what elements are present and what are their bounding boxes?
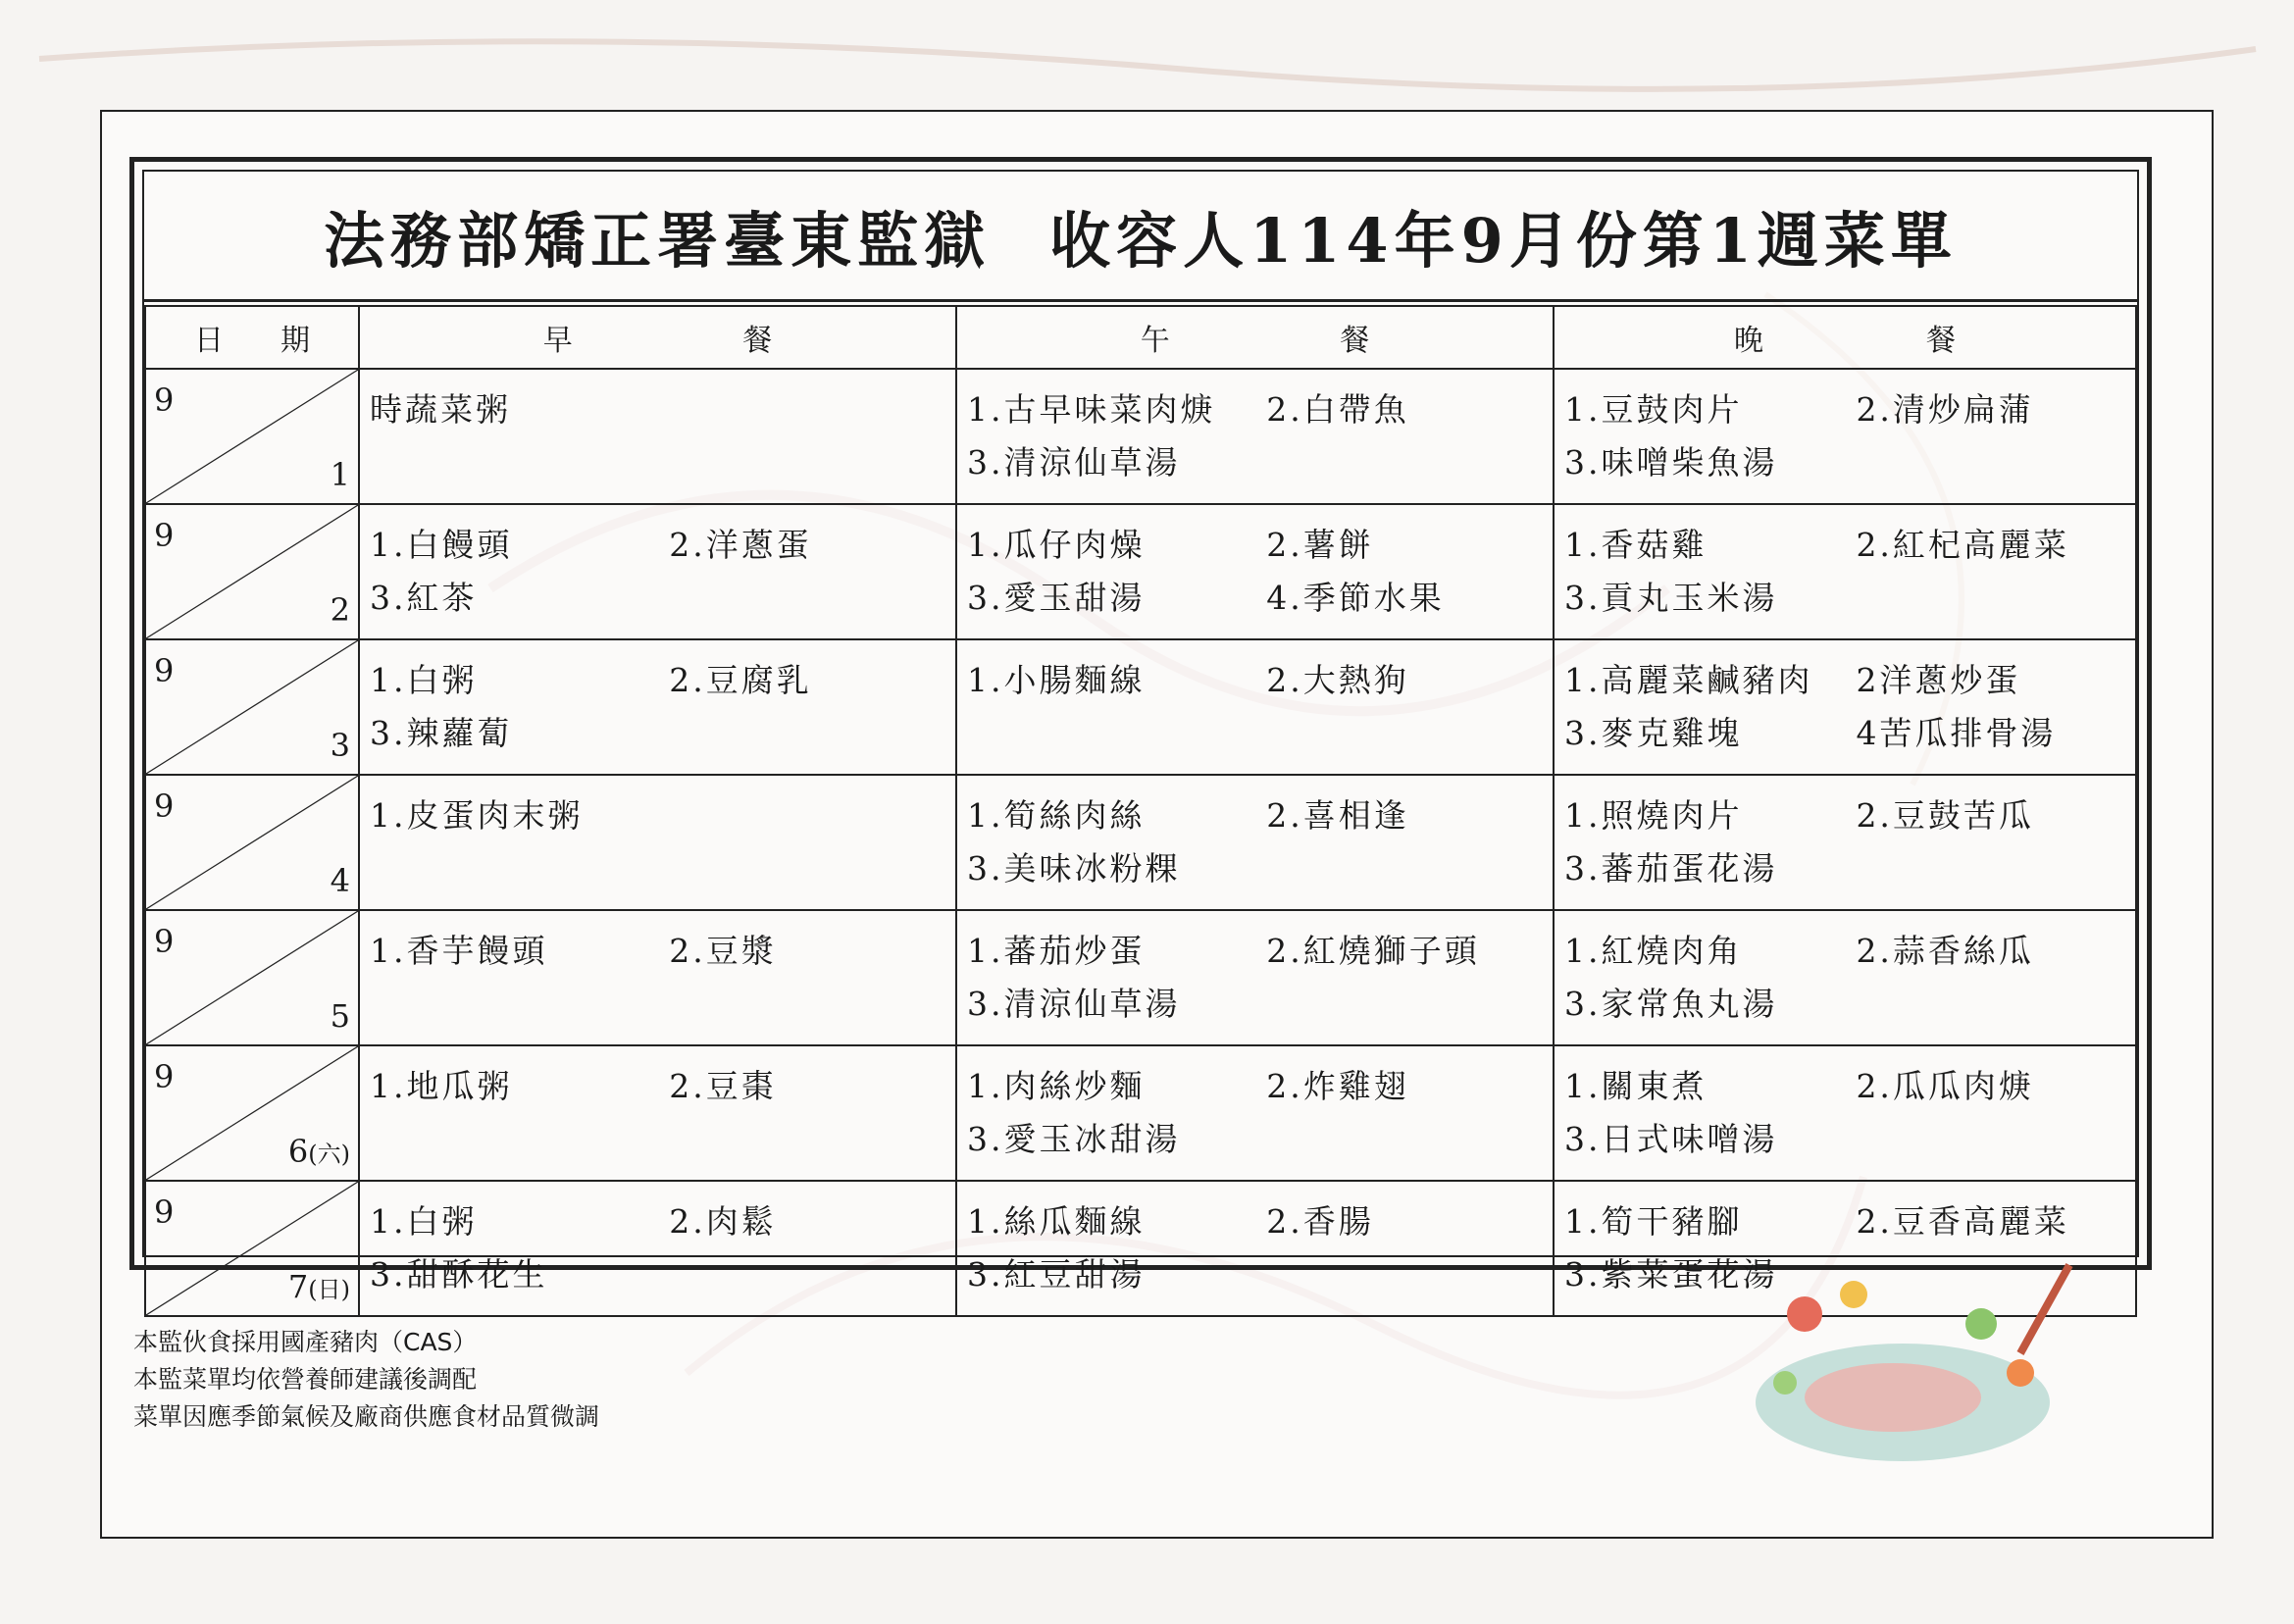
date-month: 9	[154, 923, 175, 960]
lunch-cell	[956, 369, 1554, 504]
menu-item: 3.貢丸玉米湯	[1564, 579, 1778, 617]
menu-table	[144, 305, 2137, 1317]
table-row	[145, 775, 2136, 910]
date-month: 9	[154, 1058, 175, 1095]
menu-item: 1.照燒肉片	[1564, 796, 1743, 835]
header-row	[145, 306, 2136, 369]
date-month: 9	[154, 381, 175, 419]
menu-item: 3.辣蘿蔔	[370, 714, 513, 752]
menu-item: 3.紅豆甜湯	[967, 1255, 1146, 1294]
lunch-cell	[956, 910, 1554, 1045]
menu-item: 2.白帶魚	[1266, 390, 1409, 429]
dinner-cell	[1554, 910, 2136, 1045]
menu-item: 2洋蔥炒蛋	[1856, 661, 2021, 699]
breakfast-cell	[359, 369, 956, 504]
menu-item: 3.清涼仙草湯	[967, 443, 1181, 482]
menu-item: 1.關東煮	[1564, 1067, 1708, 1105]
dinner-cell	[1554, 1045, 2136, 1181]
table-row	[145, 910, 2136, 1045]
menu-item: 4苦瓜排骨湯	[1856, 714, 2057, 752]
menu-item: 2.蒜香絲瓜	[1856, 932, 2034, 970]
menu-item: 2.豆鼓苦瓜	[1856, 796, 2034, 835]
menu-item: 1.絲瓜麵線	[967, 1202, 1146, 1241]
date-day: 4	[330, 862, 350, 899]
date-weekday: (日)	[308, 1276, 350, 1303]
date-cell	[145, 504, 359, 639]
diagonal-divider	[146, 640, 358, 774]
menu-item: 2.豆腐乳	[669, 661, 812, 699]
date-month: 9	[154, 1193, 175, 1231]
header-breakfast: 早 餐	[359, 306, 956, 369]
date-day: 5	[330, 997, 350, 1035]
menu-item: 2.豆棗	[669, 1067, 777, 1105]
date-day: 2	[330, 591, 350, 629]
date-cell	[145, 1045, 359, 1181]
cooking-pan-illustration	[1726, 1255, 2079, 1481]
table-row	[145, 504, 2136, 639]
diagonal-divider	[146, 370, 358, 503]
menu-item: 2.紅杞高麗菜	[1856, 526, 2069, 564]
breakfast-cell	[359, 910, 956, 1045]
lunch-cell	[956, 1045, 1554, 1181]
date-day: 3	[330, 727, 350, 764]
menu-item: 2.喜相逢	[1266, 796, 1409, 835]
menu-item: 1.肉絲炒麵	[967, 1067, 1146, 1105]
dinner-cell	[1554, 369, 2136, 504]
menu-item: 4.季節水果	[1266, 579, 1445, 617]
menu-item: 1.筍干豬腳	[1564, 1202, 1743, 1241]
diagonal-divider	[146, 911, 358, 1044]
header-lunch: 午 餐	[956, 306, 1554, 369]
menu-item: 2.洋蔥蛋	[669, 526, 812, 564]
date-cell	[145, 1181, 359, 1316]
menu-item: 3.日式味噌湯	[1564, 1120, 1778, 1158]
footnote: 本監伙食採用國產豬肉（CAS）	[133, 1328, 478, 1356]
menu-item: 3.愛玉甜湯	[967, 579, 1146, 617]
menu-item: 1.蕃茄炒蛋	[967, 932, 1146, 970]
menu-item: 1.香芋饅頭	[370, 932, 548, 970]
lunch-cell	[956, 775, 1554, 910]
date-weekday: (六)	[308, 1141, 350, 1168]
menu-item: 2.香腸	[1266, 1202, 1374, 1241]
date-day: 1	[330, 456, 350, 493]
menu-item: 1.小腸麵線	[967, 661, 1146, 699]
menu-table-container	[129, 157, 2152, 1305]
table-row	[145, 1045, 2136, 1181]
date-day: 7(日)	[287, 1268, 350, 1305]
menu-item: 3.愛玉冰甜湯	[967, 1120, 1181, 1158]
date-month: 9	[154, 517, 175, 554]
menu-item: 1.豆鼓肉片	[1564, 390, 1743, 429]
menu-item: 3.蕃茄蛋花湯	[1564, 849, 1778, 888]
dinner-cell	[1554, 504, 2136, 639]
menu-item: 3.紅茶	[370, 579, 478, 617]
menu-item: 1.白粥	[370, 661, 478, 699]
menu-item: 1.白粥	[370, 1202, 478, 1241]
footnote: 菜單因應季節氣候及廠商供應食材品質微調	[133, 1402, 600, 1431]
date-cell	[145, 369, 359, 504]
menu-item: 2.肉鬆	[669, 1202, 777, 1241]
dinner-cell	[1554, 639, 2136, 775]
breakfast-cell	[359, 639, 956, 775]
date-month: 9	[154, 787, 175, 825]
menu-item: 1.白饅頭	[370, 526, 513, 564]
table-row	[145, 639, 2136, 775]
page-title	[144, 172, 2137, 302]
menu-item: 3.味噌柴魚湯	[1564, 443, 1778, 482]
lunch-cell	[956, 639, 1554, 775]
date-cell	[145, 910, 359, 1045]
breakfast-cell	[359, 504, 956, 639]
menu-item: 3.麥克雞塊	[1564, 714, 1743, 752]
diagonal-divider	[146, 776, 358, 909]
menu-item: 1.紅燒肉角	[1564, 932, 1743, 970]
footnotes	[133, 1324, 599, 1436]
menu-item: 3.清涼仙草湯	[967, 985, 1181, 1023]
diagonal-divider	[146, 505, 358, 638]
lunch-cell	[956, 504, 1554, 639]
date-day: 6(六)	[287, 1133, 350, 1170]
table-row	[145, 369, 2136, 504]
menu-item: 1.筍絲肉絲	[967, 796, 1146, 835]
menu-item: 1.皮蛋肉末粥	[370, 796, 584, 835]
menu-item: 2.炸雞翅	[1266, 1067, 1409, 1105]
menu-item: 1.古早味菜肉焿	[967, 390, 1216, 429]
menu-item: 3.甜酥花生	[370, 1255, 548, 1294]
menu-item: 2.豆漿	[669, 932, 777, 970]
title-org: 法務部矯正署臺東監獄	[324, 204, 992, 277]
menu-item: 2.瓜瓜肉焿	[1856, 1067, 2034, 1105]
menu-item: 3.家常魚丸湯	[1564, 985, 1778, 1023]
header-date: 日 期	[145, 306, 359, 369]
date-cell	[145, 639, 359, 775]
menu-item: 時蔬菜粥	[370, 390, 511, 429]
menu-item: 2.薯餅	[1266, 526, 1374, 564]
menu-item: 2.豆香高麗菜	[1856, 1202, 2069, 1241]
menu-item: 2.紅燒獅子頭	[1266, 932, 1480, 970]
menu-item: 1.瓜仔肉燥	[967, 526, 1146, 564]
breakfast-cell	[359, 775, 956, 910]
breakfast-cell	[359, 1045, 956, 1181]
date-cell	[145, 775, 359, 910]
breakfast-cell	[359, 1181, 956, 1316]
footnote: 本監菜單均依營養師建議後調配	[133, 1365, 478, 1394]
lunch-cell	[956, 1181, 1554, 1316]
menu-item: 3.美味冰粉粿	[967, 849, 1181, 888]
title-subject: 收容人114年9月份第1週菜單	[1049, 204, 1958, 277]
date-month: 9	[154, 652, 175, 689]
menu-item: 2.大熱狗	[1266, 661, 1409, 699]
menu-item: 2.清炒扁蒲	[1856, 390, 2034, 429]
menu-item: 1.地瓜粥	[370, 1067, 513, 1105]
dinner-cell	[1554, 775, 2136, 910]
menu-item: 3.紫菜蛋花湯	[1564, 1255, 1778, 1294]
header-dinner: 晚 餐	[1554, 306, 2136, 369]
menu-item: 1.香菇雞	[1564, 526, 1708, 564]
menu-item: 1.高麗菜鹹豬肉	[1564, 661, 1813, 699]
